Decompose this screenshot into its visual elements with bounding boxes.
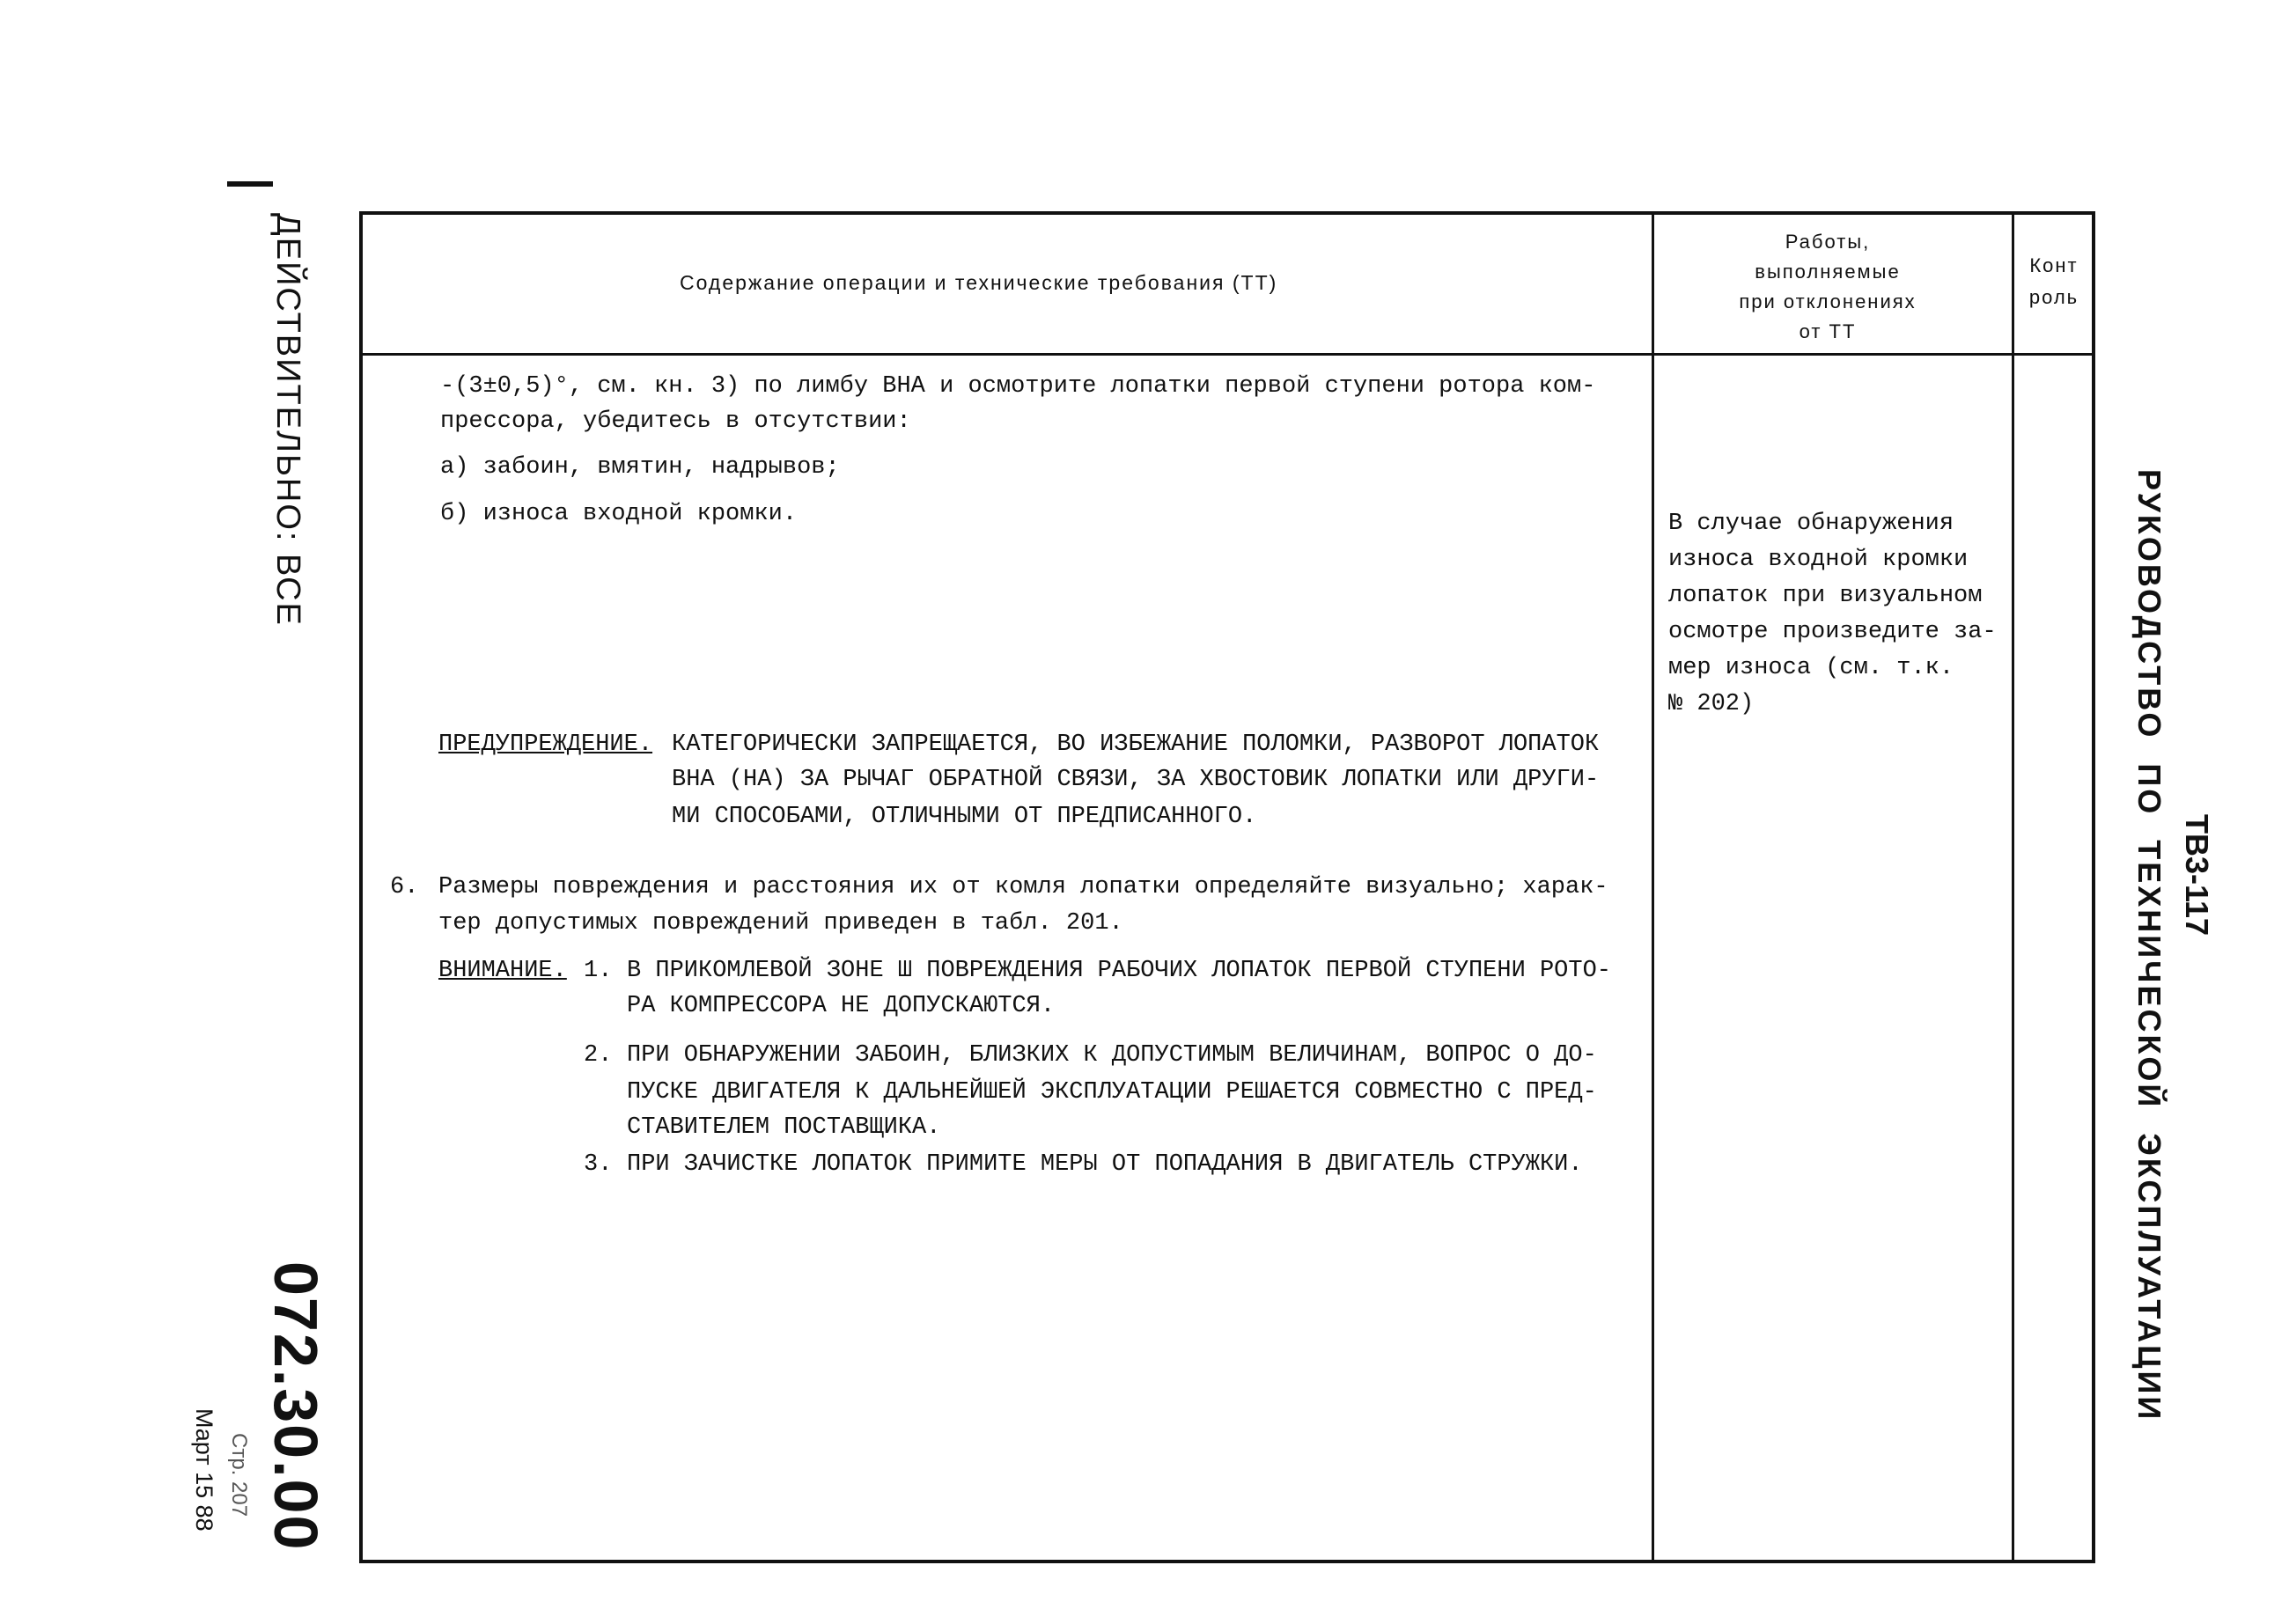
check-item: а) забоин, вмятин, надрывов; (440, 454, 840, 481)
header-control (2013, 250, 2095, 313)
step-line: тер допустимых повреждений приведен в табл. 201. (438, 910, 1123, 937)
header-line: Конт (2029, 254, 2079, 276)
validity-label: ДЕЙСТВИТЕЛЬНО: ВСЕ (269, 213, 306, 627)
attention-label: ВНИМАНИЕ. (438, 958, 567, 984)
attention-line: ПУСКЕ ДВИГАТЕЛЯ К ДАЛЬНЕЙШЕЙ ЭКСПЛУАТАЦИИ РЕШАЕТСЯ СОВМЕСТНО С ПРЕД- (627, 1079, 1597, 1106)
attention-line: РА КОМПРЕССОРА НЕ ДОПУСКАЮТСЯ. (627, 993, 1056, 1019)
note-line: лопаток при визуальном (1668, 583, 1983, 609)
column-divider (1652, 215, 1654, 1560)
column-divider (2012, 215, 2014, 1560)
note-line: износа входной кромки (1668, 547, 1969, 573)
note-line: В случае обнаружения (1668, 511, 1954, 537)
attention-number: 2. (584, 1042, 613, 1069)
attention-number: 3. (584, 1151, 613, 1178)
attention-line: ПРИ ОБНАРУЖЕНИИ ЗАБОИН, БЛИЗКИХ К ДОПУСТИМЫМ ВЕЛИЧИНАМ, ВОПРОС О ДО- (627, 1042, 1597, 1069)
deviation-note (1668, 506, 1997, 723)
attention-number: 1. (584, 958, 613, 984)
check-item: б) износа входной кромки. (440, 501, 798, 527)
note-line: осмотре произведите за- (1668, 619, 1997, 645)
attention-line: В ПРИКОМЛЕВОЙ ЗОНЕ Ш ПОВРЕЖДЕНИЯ РАБОЧИХ ЛОПАТОК ПЕРВОЙ СТУПЕНИ РОТО- (627, 958, 1611, 984)
intro-line: прессора, убедитесь в отсутствии: (440, 408, 911, 435)
warning-line: ВНА (НА) ЗА РЫЧАГ ОБРАТНОЙ СВЯЗИ, ЗА ХВОСТОВИК ЛОПАТКИ ИЛИ ДРУГИ- (672, 767, 1600, 793)
step-line: Размеры повреждения и расстояния их от комля лопатки определяйте визуально; харак- (438, 874, 1608, 900)
header-line: выполняемые (1755, 261, 1901, 283)
manual-title: РУКОВОДСТВО ПО ТЕХНИЧЕСКОЙ ЭКСПЛУАТАЦИИ (2131, 469, 2168, 1422)
note-line: мер износа (см. т.к. (1668, 655, 1954, 681)
page-number: Стр. 207 (227, 1433, 251, 1517)
header-divider (363, 353, 2092, 356)
attention-line: ПРИ ЗАЧИСТКЕ ЛОПАТОК ПРИМИТЕ МЕРЫ ОТ ПОПАДАНИЯ В ДВИГАТЕЛЬ СТРУЖКИ. (627, 1151, 1583, 1178)
margin-bar (227, 181, 273, 187)
engine-model: ТВ3-117 (2179, 814, 2215, 937)
intro-line: -(3±0,5)°, см. кн. 3) по лимбу ВНА и осмотрите лопатки первой ступени ротора ком- (440, 373, 1596, 400)
header-line: при отклонениях (1739, 290, 1917, 312)
step-number: 6. (390, 874, 419, 900)
header-line: Работы, (1785, 231, 1871, 253)
attention-line: СТАВИТЕЛЕМ ПОСТАВЩИКА. (627, 1114, 941, 1141)
warning-line: МИ СПОСОБАМИ, ОТЛИЧНЫМИ ОТ ПРЕДПИСАННОГО. (672, 804, 1257, 830)
warning-label: ПРЕДУПРЕЖДЕНИЕ. (438, 731, 653, 758)
header-content: Содержание операции и технические требования (ТТ) (680, 271, 1278, 294)
header-deviation-works (1652, 227, 2004, 347)
warning-line: КАТЕГОРИЧЕСКИ ЗАПРЕЩАЕТСЯ, ВО ИЗБЕЖАНИЕ ПОЛОМКИ, РАЗВОРОТ ЛОПАТОК (672, 731, 1600, 758)
header-line: роль (2028, 286, 2079, 308)
section-number: 072.30.00 (261, 1261, 330, 1552)
revision-date: Март 15 88 (191, 1408, 217, 1532)
header-line: от ТТ (1799, 320, 1857, 342)
note-line: № 202) (1668, 691, 1755, 717)
